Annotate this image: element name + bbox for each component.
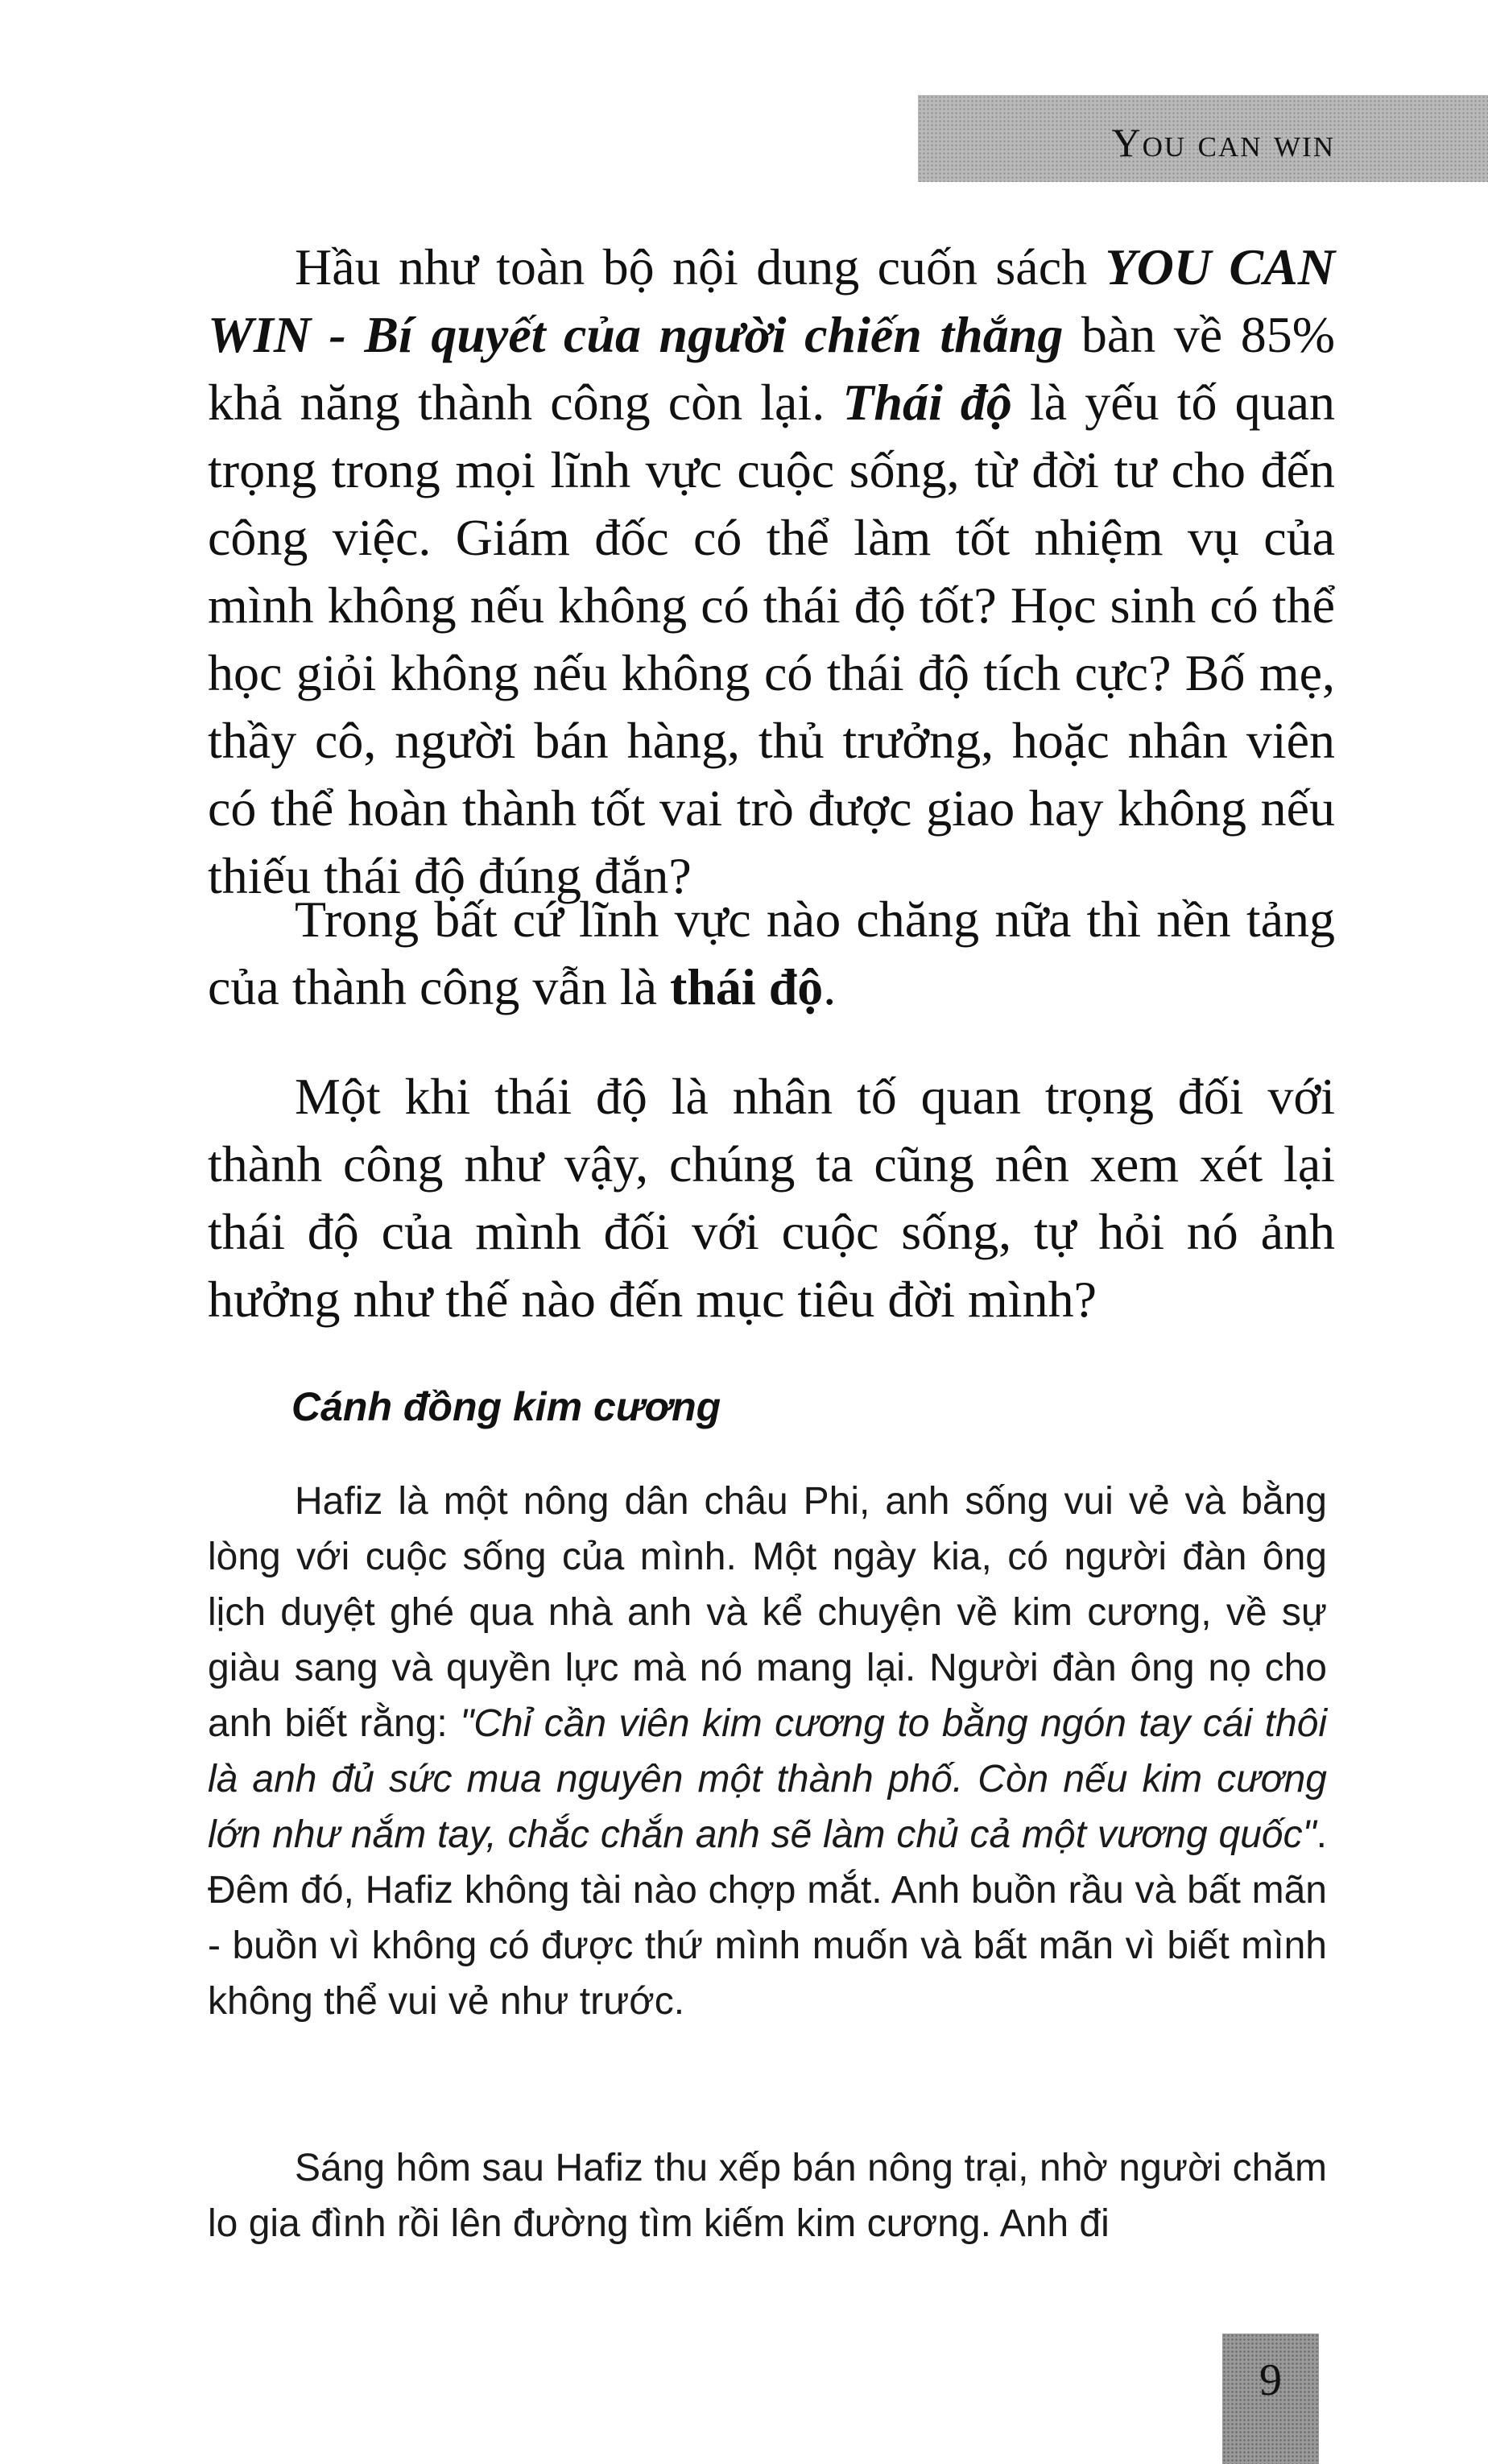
keyword-attitude: Thái độ xyxy=(842,374,1012,431)
paragraph-intro-text-2: bàn về 85% khả năng thành công còn lại. xyxy=(208,306,1336,431)
page-number-tab xyxy=(1222,2334,1319,2464)
diamond-quote: "Chỉ cần viên kim cương to bằng ngón tay cái thôi là anh đủ sức mua nguyên một thành phố. Còn nếu kim cương lớn như nắm tay, chắc chắn anh sẽ làm chủ cả một vương quốc" xyxy=(208,1702,1328,1856)
running-header xyxy=(918,95,1488,182)
paragraph-intro xyxy=(208,234,1335,910)
paragraph-foundation-text-1: Trong bất cứ lĩnh vực nào chăng nữa thì nền tảng của thành công vẫn là xyxy=(208,891,1335,1015)
paragraph-reflection: Một khi thái độ là nhân tố quan trọng đối với thành công như vậy, chúng ta cũng nên xem xét lại thái độ của mình đối với cuộc sống, tự hỏi nó ảnh hưởng như thế nào đến mục tiêu đời mình? xyxy=(208,1068,1335,1328)
paragraph-intro-text-1: Hầu như toàn bộ nội dung cuốn sách xyxy=(295,238,1106,296)
paragraph-hafiz-story xyxy=(208,1474,1327,2029)
page-number: 9 xyxy=(1259,2355,1282,2405)
paragraph-hafiz-text-1: Hafiz là một nông dân châu Phi, anh sống vui vẻ và bằng lòng với cuộc sống của mình. Một ngày kia, có người đàn ông lịch duyệt ghé qua nhà anh và kể chuyện về kim cương, về sự giàu sang và quyền lực mà nó mang lại. Người đàn ông nọ cho anh biết rằng: xyxy=(208,1480,1327,1745)
paragraph-foundation xyxy=(208,886,1335,1021)
section-heading: Cánh đồng kim cương xyxy=(291,1384,721,1429)
paragraph-next-morning: Sáng hôm sau Hafiz thu xếp bán nông trại, nhờ người chăm lo gia đình rồi lên đường tìm kiếm kim cương. Anh đi xyxy=(208,2147,1327,2245)
paragraph-hafiz-text-2: . Đêm đó, Hafiz không tài nào chợp mắt. Anh buồn rầu và bất mãn - buồn vì không có được thứ mình muốn và bất mãn vì biết mình không thể vui vẻ như trước. xyxy=(208,1813,1327,2023)
book-title: YOU CAN WIN - Bí quyết của người chiến thắng xyxy=(208,238,1336,363)
paragraph-intro-text-3: là yếu tố quan trọng trong mọi lĩnh vực cuộc sống, từ đời tư cho đến công việc. Giám đốc có thể làm tốt nhiệm vụ của mình không nếu không có thái độ tốt? Học sinh có thể học giỏi không nếu không có thái độ tích cực? Bố mẹ, thầy cô, người bán hàng, thủ trưởng, hoặc nhân viên có thể hoàn thành tốt vai trò được giao hay không nếu thiếu thái độ đúng đắn? xyxy=(208,374,1336,904)
keyword-attitude-bold: thái độ xyxy=(670,958,824,1015)
paragraph-foundation-text-2: . xyxy=(823,958,837,1015)
running-header-title: You can win xyxy=(1111,120,1335,165)
